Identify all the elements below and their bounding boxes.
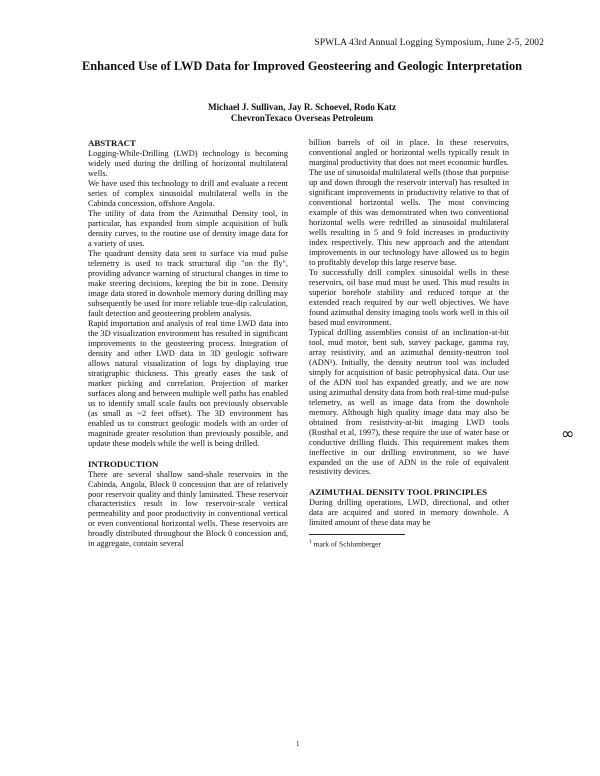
footnote-text: mark of Schlumberger xyxy=(313,539,381,549)
abstract-paragraph: We have used this technology to drill and evaluate a recent series of complex sinusoidal multilateral wells in the Cabinda concession, offshore Angola. xyxy=(88,178,288,208)
abstract-paragraph: The utility of data from the Azimuthal Density tool, in particular, has expanded from simple acquisition of bulk density curves, to the routine use of density image data for a variety of uses. xyxy=(88,208,288,248)
footnote xyxy=(309,538,509,549)
authors: Michael J. Sullivan, Jay R. Schoevel, Rodo Katz xyxy=(207,102,397,112)
abstract-paragraph: The quadrant density data sent to surface via mud pulse telemetry is used to track structural dip "on the fly", providing advance warning of structural changes in time to make steering decisions, keeping the bit in zone. Density image data stored in downhole memory during drilling may subsequently be used for more reliable true-dip calculation, fault detection and geosteering problem analysis. xyxy=(88,248,288,318)
footnote-marker: 1 xyxy=(309,539,312,546)
page-number: 1 xyxy=(296,740,300,748)
introduction-paragraph: There are several shallow sand-shale reservoirs in the Cabinda, Angola, Block 0 concession that are of relatively poor reservoir quality and thinly laminated. These reservoir characteristics result in low reservoir-scale vertical permeability and poor productivity in conventional vertical or even conventional horizontal wells. These reservoirs are broadly distributed throughout the Block 0 concession and, in aggregate, contain several xyxy=(88,469,288,549)
infinity-mark-icon: ∞ xyxy=(561,424,575,443)
introduction-paragraph: Typical drilling assemblies consist of an inclination-at-bit tool, mud motor, bent sub, survey package, gamma ray, array resistivity, and an azimuthal density-neutron tool (ADN¹). Initially, the density neutron tool was included simply for acquisition of basic petrophysical data. Our use of the ADN tool has expanded greatly, and we are now using azimuthal density data from both real-time mud-pulse telemetry, as well as image data from the downhole memory. Although high quality image data may also be obtained from resistivity-at-bit imaging LWD tools (Rosthal et al, 1997), these require the use of water base or conductive drilling fluids. This requirement makes them ineffective in our drilling environment, so we have expanded on the use of ADN in the role of equivalent resistivity devices. xyxy=(309,327,509,477)
abstract-paragraph: Logging-While-Drilling (LWD) technology is becoming widely used during the drilling of horizontal multilateral wells. xyxy=(88,149,288,178)
paper-title: Enhanced Use of LWD Data for Improved Geosteering and Geologic Interpretation xyxy=(81,59,523,73)
azimuthal-paragraph: During drilling operations, LWD, directional, and other data are acquired and stored in memory downhole. A limited amount of these data may be xyxy=(309,498,509,528)
author-block xyxy=(60,102,544,124)
introduction-heading: INTRODUCTION xyxy=(88,458,159,469)
azimuthal-heading: AZIMUTHAL DENSITY TOOL PRINCIPLES xyxy=(309,487,488,498)
running-head: SPWLA 43rd Annual Logging Symposium, June 2-5, 2002 xyxy=(314,38,544,48)
left-column xyxy=(88,138,288,549)
abstract-paragraph: Rapid importation and analysis of real time LWD data into the 3D visualization environment has resulted in significant improvements to the geosteering process. Integration of density and other LWD data in 3D geologic software allows natural visualization of logs by displaying true stratigraphic thickness. This greatly eases the task of marker picking and correlation. Projection of marker surfaces along and between multiple well paths has enabled us to identify small scale faults not previously observable (as small as ~2 feet offset). The 3D environment has enabled us to construct geologic models with an order of magnitude greater resolution than previously possible, and update these models while the well is being drilled. xyxy=(88,318,288,448)
footnote-rule xyxy=(309,534,405,535)
introduction-paragraph: To successfully drill complex sinusoidal wells in these reservoirs, oil base mud must be used. This mud results in superior borehole stability and reduced torque at the extended reach required by our well objectives. We have found azimuthal density imaging tools work well in this oil based mud environment. xyxy=(309,267,509,327)
affiliation: ChevronTexaco Overseas Petroleum xyxy=(230,113,374,123)
introduction-paragraph: billion barrels of oil in place. In these reservoirs, conventional angled or horizontal wells typically result in marginal productivity that does not meet economic hurdles. The use of sinusoidal multilateral wells (those that porpoise up and down through the reservoir interval) has resulted in significant improvements in productivity relative to that of conventional horizontal wells. The most convincing example of this was demonstrated when two conventional horizontal wells were redrilled as sinusoidal multilateral wells resulting in 5 and 9 fold increases in productivity index respectively. This new approach and the attendant improvements in our technology have allowed us to begin to profitably develop this large reserve base. xyxy=(309,138,509,267)
abstract-heading: ABSTRACT xyxy=(88,138,136,148)
right-column xyxy=(309,138,509,549)
